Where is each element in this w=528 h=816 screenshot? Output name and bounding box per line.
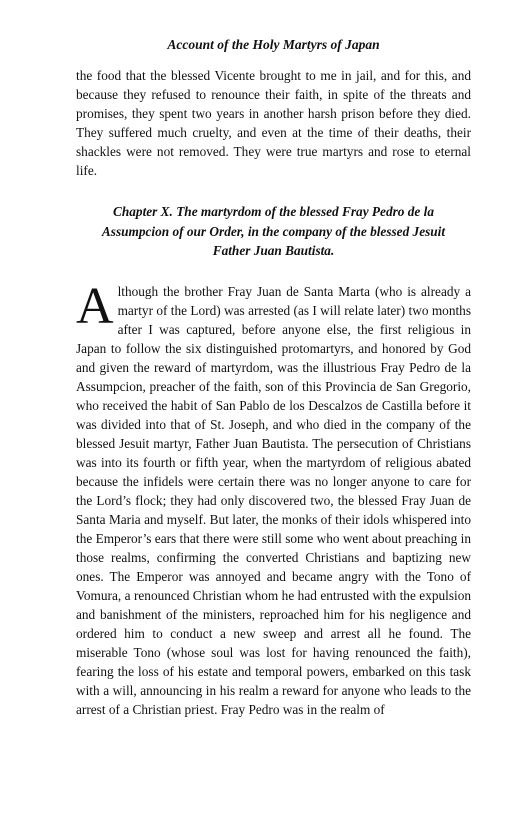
drop-cap: A: [76, 278, 114, 335]
chapter-paragraph: [76, 278, 471, 719]
chapter-heading: Chapter X. The martyrdom of the blessed Fray Pedro de la Assumpcion of our Order, in the company of the blessed Jesuit Father Juan Bautista.: [101, 204, 446, 258]
chapter-paragraph-text: lthough the brother Fray Juan de Santa Marta (who is already a martyr of the Lord) was arrested (as I will relate later) two months after I was captured, before anyone else, the first religious in Japan to follow the six distinguished protomartyrs, and honored by God and given the reward of martyrdom, was the illustrious Fray Pedro de la Assumpcion, preacher of the faith, son of this Provincia de San Gregorio, who received the habit of San Pablo de los Descalzos de Castilla before it was divided into that of St. Joseph, and who died in the company of the blessed Jesuit martyr, Father Juan Bautista. The persecution of Christians was into its fourth or fifth year, when the martyrdom of religious abated because the infidels were certain there was no longer anyone to care for the Lord’s flock; they had only discovered two, the blessed Fray Juan de Santa Maria and myself. But later, the monks of their idols whispered into the Emperor’s ears that there were still some who went about preaching in those realms, confirming the converted Christians and baptizing new ones. The Emperor was annoyed and became angry with the Tono of Vomura, a renounced Christian whom he had entrusted with the expulsion and banishment of the ministers, reproached him for his negligence and ordered him to conduct a new sweep and arrest all he found. The miserable Tono (whose soul was lost for having renounced the faith), fearing the loss of his estate and temporal powers, embarked on this task with a will, announcing in his realm a reward for anyone who leads to the arrest of a Christian priest. Fray Pedro was in the realm of: [76, 284, 471, 717]
paragraph-continued: the food that the blessed Vicente brought to me in jail, and for this, and because they refused to renounce their faith, in spite of the threats and promises, they spent two years in another harsh prison before they died. They suffered much cruelty, and even at the time of their deaths, their shackles were not removed. They were true martyrs and rose to eternal life.: [76, 68, 471, 178]
running-title: Account of the Holy Martyrs of Japan: [167, 37, 380, 52]
